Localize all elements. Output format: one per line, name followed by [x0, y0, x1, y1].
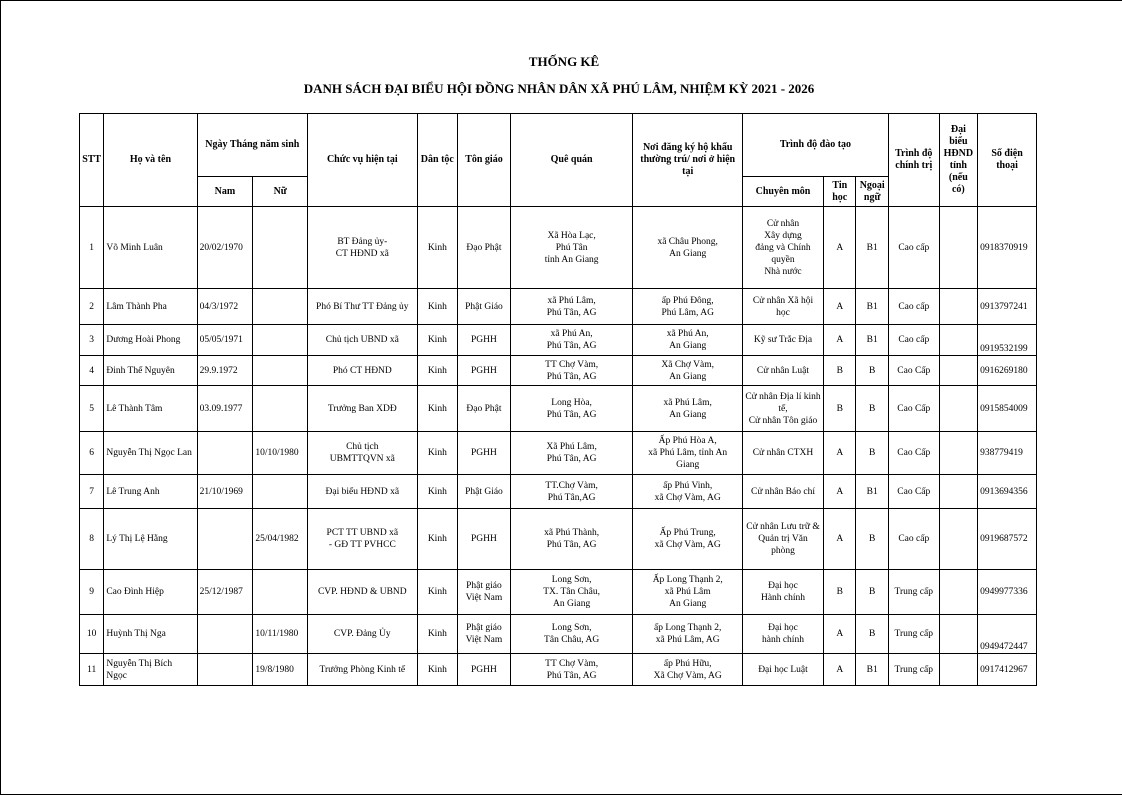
cell-birth-female: 10/11/1980 — [253, 615, 308, 654]
cell-provincial-delegate — [939, 615, 978, 654]
cell-name: Lê Thành Tâm — [104, 386, 197, 432]
cell-residence: Ấp Phú Hòa A, xã Phú Lâm, tỉnh An Giang — [633, 432, 742, 475]
cell-religion: Phật Giáo — [458, 289, 511, 325]
cell-language-level: B — [856, 615, 888, 654]
cell-stt: 6 — [80, 432, 104, 475]
cell-it-level: B — [824, 570, 856, 615]
document-subtitle: DANH SÁCH ĐẠI BIỂU HỘI ĐỒNG NHÂN DÂN XÃ PHÚ LÂM, NHIỆM KỲ 2021 - 2026 — [303, 81, 815, 96]
cell-name: Cao Đình Hiệp — [104, 570, 197, 615]
table-row — [80, 207, 1037, 289]
cell-birth-female — [253, 289, 308, 325]
cell-birth-female — [253, 325, 308, 356]
cell-stt: 1 — [80, 207, 104, 289]
cell-name: Lâm Thành Pha — [104, 289, 197, 325]
cell-birth-female — [253, 570, 308, 615]
cell-language-level: B1 — [856, 325, 888, 356]
table-row — [80, 386, 1037, 432]
cell-provincial-delegate — [939, 386, 978, 432]
cell-phone: 0949977336 — [978, 570, 1037, 615]
cell-residence: xã Phú Lâm, An Giang — [633, 386, 742, 432]
cell-ethnicity: Kinh — [417, 432, 458, 475]
cell-ethnicity: Kinh — [417, 509, 458, 570]
cell-language-level: B — [856, 356, 888, 386]
cell-specialty: Cử nhân Báo chí — [742, 475, 823, 509]
cell-language-level: B1 — [856, 475, 888, 509]
cell-ethnicity: Kinh — [417, 356, 458, 386]
cell-religion: Phật giáo Việt Nam — [458, 615, 511, 654]
cell-position: Trưởng Phòng Kinh tế — [308, 654, 417, 686]
cell-birth-female — [253, 386, 308, 432]
cell-name: Dương Hoài Phong — [104, 325, 197, 356]
cell-hometown: xã Phú An, Phú Tân, AG — [510, 325, 633, 356]
cell-political-level: Cao Cấp — [888, 432, 939, 475]
cell-political-level: Cao cấp — [888, 207, 939, 289]
cell-name: Lê Trung Anh — [104, 475, 197, 509]
cell-position: Phó CT HĐND — [308, 356, 417, 386]
table-row — [80, 289, 1037, 325]
cell-phone: 0919687572 — [978, 509, 1037, 570]
table-header — [80, 114, 1037, 207]
delegates-table — [79, 113, 1037, 686]
table-row — [80, 325, 1037, 356]
cell-phone: 938779419 — [978, 432, 1037, 475]
cell-specialty: Cử nhân Địa lí kinh tế, Cử nhân Tôn giáo — [742, 386, 823, 432]
cell-phone: 0917412967 — [978, 654, 1037, 686]
cell-it-level: A — [824, 509, 856, 570]
cell-stt: 9 — [80, 570, 104, 615]
cell-birth-female: 25/04/1982 — [253, 509, 308, 570]
header-stt: STT — [80, 114, 104, 207]
cell-religion: PGHH — [458, 509, 511, 570]
cell-political-level: Cao cấp — [888, 325, 939, 356]
cell-it-level: A — [824, 432, 856, 475]
cell-residence: Ấp Long Thạnh 2, xã Phú Lâm An Giang — [633, 570, 742, 615]
cell-residence: ấp Phú Vinh, xã Chợ Vàm, AG — [633, 475, 742, 509]
cell-religion: PGHH — [458, 432, 511, 475]
header-ngoai-ngu: Ngoại ngữ — [856, 177, 888, 207]
cell-hometown: Xã Phú Lâm, Phú Tân, AG — [510, 432, 633, 475]
cell-provincial-delegate — [939, 475, 978, 509]
cell-birth-male: 29.9.1972 — [197, 356, 253, 386]
cell-birth-male: 20/02/1970 — [197, 207, 253, 289]
cell-birth-male: 04/3/1972 — [197, 289, 253, 325]
cell-provincial-delegate — [939, 570, 978, 615]
cell-residence: xã Phú An, An Giang — [633, 325, 742, 356]
header-tin-hoc: Tin học — [824, 177, 856, 207]
cell-position: CVP. Đảng Ủy — [308, 615, 417, 654]
header-dai-bieu-tinh: Đại biểu HĐND tỉnh (nếu có) — [939, 114, 978, 207]
cell-language-level: B1 — [856, 207, 888, 289]
cell-hometown: Long Hòa, Phú Tân, AG — [510, 386, 633, 432]
cell-it-level: A — [824, 475, 856, 509]
table-row — [80, 509, 1037, 570]
header-chuyen-mon: Chuyên môn — [742, 177, 823, 207]
cell-religion: Phật giáo Việt Nam — [458, 570, 511, 615]
cell-specialty: Đại học Hành chính — [742, 570, 823, 615]
cell-stt: 5 — [80, 386, 104, 432]
header-ton-giao: Tôn giáo — [458, 114, 511, 207]
cell-stt: 11 — [80, 654, 104, 686]
cell-name: Lý Thị Lệ Hằng — [104, 509, 197, 570]
cell-provincial-delegate — [939, 207, 978, 289]
cell-residence: ấp Phú Đông, Phú Lâm, AG — [633, 289, 742, 325]
cell-birth-female — [253, 356, 308, 386]
cell-specialty: Cử nhân Luật — [742, 356, 823, 386]
cell-phone: 0918370919 — [978, 207, 1037, 289]
cell-provincial-delegate — [939, 654, 978, 686]
cell-birth-female — [253, 207, 308, 289]
cell-name: Huỳnh Thị Nga — [104, 615, 197, 654]
cell-provincial-delegate — [939, 325, 978, 356]
cell-residence: ấp Phú Hữu, Xã Chợ Vàm, AG — [633, 654, 742, 686]
cell-specialty: Cử nhân Lưu trữ & Quản trị Văn phòng — [742, 509, 823, 570]
cell-religion: PGHH — [458, 654, 511, 686]
table-row — [80, 432, 1037, 475]
cell-specialty: Kỹ sư Trắc Địa — [742, 325, 823, 356]
cell-position: BT Đảng ủy- CT HĐND xã — [308, 207, 417, 289]
header-chuc-vu: Chức vụ hiện tại — [308, 114, 417, 207]
cell-position: Chủ tịch UBND xã — [308, 325, 417, 356]
table-row — [80, 475, 1037, 509]
cell-birth-female — [253, 475, 308, 509]
cell-position: CVP. HĐND & UBND — [308, 570, 417, 615]
cell-political-level: Trung cấp — [888, 615, 939, 654]
cell-hometown: TT Chợ Vàm, Phú Tân, AG — [510, 654, 633, 686]
cell-political-level: Cao cấp — [888, 289, 939, 325]
header-chinh-tri: Trình độ chính trị — [888, 114, 939, 207]
cell-specialty: Đại học Luật — [742, 654, 823, 686]
cell-religion: PGHH — [458, 356, 511, 386]
cell-birth-male: 25/12/1987 — [197, 570, 253, 615]
cell-phone: 0913694356 — [978, 475, 1037, 509]
header-que-quan: Quê quán — [510, 114, 633, 207]
cell-hometown: Long Sơn, TX. Tân Châu, An Giang — [510, 570, 633, 615]
cell-stt: 2 — [80, 289, 104, 325]
cell-it-level: A — [824, 615, 856, 654]
cell-ethnicity: Kinh — [417, 475, 458, 509]
cell-residence: Xã Chợ Vàm, An Giang — [633, 356, 742, 386]
cell-birth-female: 19/8/1980 — [253, 654, 308, 686]
cell-ethnicity: Kinh — [417, 386, 458, 432]
cell-ethnicity: Kinh — [417, 325, 458, 356]
header-ho-ten: Họ và tên — [104, 114, 197, 207]
cell-phone: 0913797241 — [978, 289, 1037, 325]
table-row — [80, 570, 1037, 615]
cell-it-level: A — [824, 289, 856, 325]
cell-hometown: xã Phú Lâm, Phú Tân, AG — [510, 289, 633, 325]
cell-position: Chủ tịch UBMTTQVN xã — [308, 432, 417, 475]
cell-phone: 0919532199 — [978, 325, 1037, 356]
cell-language-level: B — [856, 570, 888, 615]
header-dan-toc: Dân tộc — [417, 114, 458, 207]
cell-birth-male — [197, 654, 253, 686]
cell-hometown: TT Chợ Vàm, Phú Tân, AG — [510, 356, 633, 386]
cell-it-level: A — [824, 207, 856, 289]
cell-political-level: Cao Cấp — [888, 356, 939, 386]
header-ngay-sinh: Ngày Tháng năm sinh — [197, 114, 307, 177]
cell-phone: 0915854009 — [978, 386, 1037, 432]
cell-political-level: Trung cấp — [888, 570, 939, 615]
cell-provincial-delegate — [939, 356, 978, 386]
document-title: THỐNG KÊ — [528, 54, 600, 69]
cell-religion: Phật Giáo — [458, 475, 511, 509]
cell-specialty: Cử nhân Xã hội học — [742, 289, 823, 325]
cell-provincial-delegate — [939, 509, 978, 570]
cell-name: Đinh Thế Nguyên — [104, 356, 197, 386]
cell-religion: Đạo Phật — [458, 207, 511, 289]
cell-name: Nguyễn Thị Bích Ngọc — [104, 654, 197, 686]
cell-residence: xã Châu Phong, An Giang — [633, 207, 742, 289]
cell-position: Đại biểu HĐND xã — [308, 475, 417, 509]
cell-ethnicity: Kinh — [417, 654, 458, 686]
cell-it-level: A — [824, 325, 856, 356]
cell-name: Võ Minh Luân — [104, 207, 197, 289]
table-body — [80, 207, 1037, 686]
cell-ethnicity: Kinh — [417, 570, 458, 615]
cell-phone: 0949472447 — [978, 615, 1037, 654]
cell-hometown: xã Phú Thành, Phú Tân, AG — [510, 509, 633, 570]
cell-language-level: B — [856, 432, 888, 475]
header-nam: Nam — [197, 177, 253, 207]
cell-birth-female: 10/10/1980 — [253, 432, 308, 475]
cell-religion: Đạo Phật — [458, 386, 511, 432]
cell-it-level: B — [824, 356, 856, 386]
cell-specialty: Cử nhân CTXH — [742, 432, 823, 475]
cell-residence: ấp Long Thạnh 2, xã Phú Lâm, AG — [633, 615, 742, 654]
header-dien-thoai: Số điện thoại — [978, 114, 1037, 207]
cell-position: Phó Bí Thư TT Đảng ủy — [308, 289, 417, 325]
cell-stt: 10 — [80, 615, 104, 654]
cell-birth-male — [197, 432, 253, 475]
cell-residence: Ấp Phú Trung, xã Chợ Vàm, AG — [633, 509, 742, 570]
cell-language-level: B1 — [856, 654, 888, 686]
cell-religion: PGHH — [458, 325, 511, 356]
cell-provincial-delegate — [939, 432, 978, 475]
cell-name: Nguyễn Thị Ngọc Lan — [104, 432, 197, 475]
cell-birth-male — [197, 615, 253, 654]
table-row — [80, 654, 1037, 686]
cell-birth-male: 05/05/1971 — [197, 325, 253, 356]
header-noi-dang-ky: Nơi đăng ký hộ khẩu thường trú/ nơi ở hiện tại — [633, 114, 742, 207]
cell-specialty: Cử nhân Xây dựng đảng và Chính quyền Nhà nước — [742, 207, 823, 289]
cell-stt: 7 — [80, 475, 104, 509]
cell-birth-male: 21/10/1969 — [197, 475, 253, 509]
cell-hometown: TT.Chợ Vàm, Phú Tân,AG — [510, 475, 633, 509]
cell-language-level: B1 — [856, 289, 888, 325]
cell-birth-male: 03.09.1977 — [197, 386, 253, 432]
cell-stt: 3 — [80, 325, 104, 356]
cell-political-level: Cao Cấp — [888, 475, 939, 509]
cell-position: Trưởng Ban XDĐ — [308, 386, 417, 432]
cell-ethnicity: Kinh — [417, 615, 458, 654]
cell-stt: 8 — [80, 509, 104, 570]
cell-it-level: B — [824, 386, 856, 432]
header-trinh-do-dao-tao: Trình độ đào tạo — [742, 114, 888, 177]
cell-language-level: B — [856, 509, 888, 570]
cell-hometown: Xã Hòa Lạc, Phú Tân tỉnh An Giang — [510, 207, 633, 289]
cell-it-level: A — [824, 654, 856, 686]
header-nu: Nữ — [253, 177, 308, 207]
table-row — [80, 615, 1037, 654]
cell-birth-male — [197, 509, 253, 570]
cell-position: PCT TT UBND xã - GĐ TT PVHCC — [308, 509, 417, 570]
cell-ethnicity: Kinh — [417, 289, 458, 325]
table-row — [80, 356, 1037, 386]
cell-stt: 4 — [80, 356, 104, 386]
cell-provincial-delegate — [939, 289, 978, 325]
cell-ethnicity: Kinh — [417, 207, 458, 289]
cell-political-level: Cao cấp — [888, 509, 939, 570]
cell-political-level: Cao Cấp — [888, 386, 939, 432]
cell-phone: 0916269180 — [978, 356, 1037, 386]
cell-language-level: B — [856, 386, 888, 432]
cell-hometown: Long Sơn, Tân Châu, AG — [510, 615, 633, 654]
cell-specialty: Đại học hành chính — [742, 615, 823, 654]
cell-political-level: Trung cấp — [888, 654, 939, 686]
